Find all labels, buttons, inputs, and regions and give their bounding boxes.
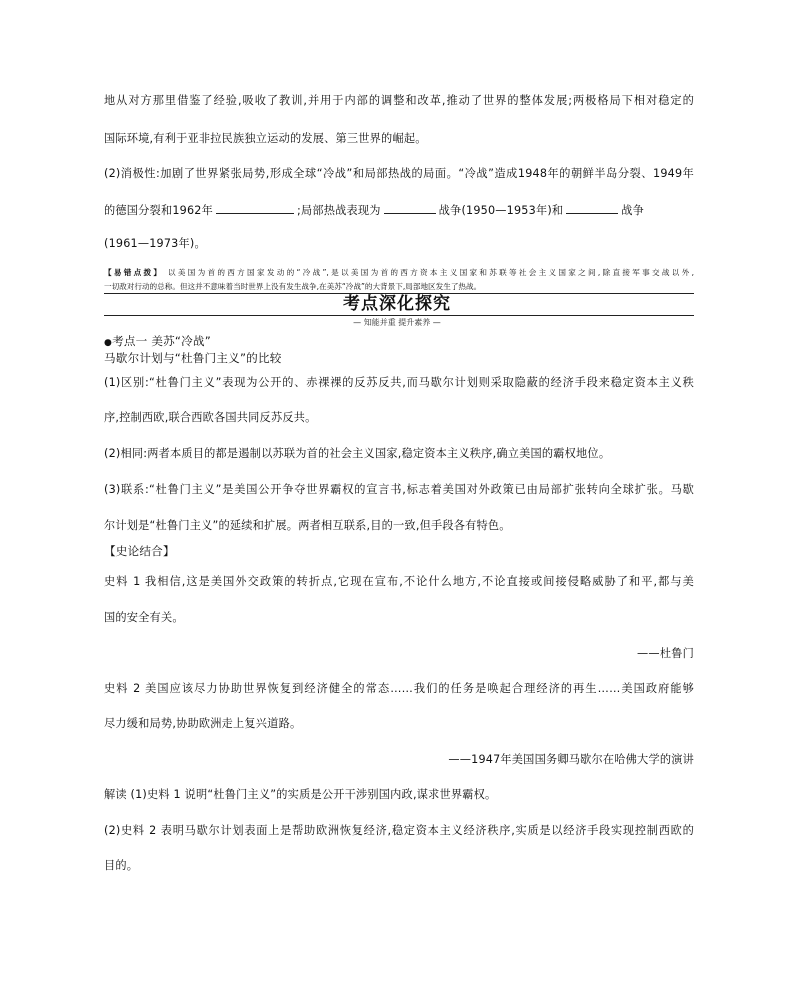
negative-text-b: ;局部热战表现为 <box>296 204 381 217</box>
negative-text-d: 战争 <box>621 204 645 217</box>
bullet-icon: ● <box>104 338 113 348</box>
section-divider-bottom <box>104 315 694 316</box>
material-1-line-1: 史料 1 我相信,这是美国外交政策的转折点,它现在宣布,不论什么地方,不论直接或间接侵略威胁了和平,都与美 <box>104 575 694 588</box>
interpretation-line-2: (2)史料 2 表明马歇尔计划表面上是帮助欧洲恢复经济,稳定资本主义经济秩序,实质是以经济手段实现控制西欧的 <box>104 824 694 837</box>
topic-heading-text: 考点一 美苏“冷战” <box>112 334 211 348</box>
section-title: 考点深化探究 <box>343 294 451 314</box>
history-heading: 【史论结合】 <box>104 544 175 558</box>
para-top-line-2: 国际环境,有利于亚非拉民族独立运动的发展、第三世界的崛起。 <box>104 132 427 145</box>
material-2-line-1: 史料 2 美国应该尽力协助世界恢复到经济健全的常态……我们的任务是唤起合理经济的再生……美国政府能够 <box>104 682 694 695</box>
tip-label: 【易错点拨】 <box>104 268 164 277</box>
answer-blank-2[interactable] <box>384 201 436 214</box>
tip-text-1: 以美国为首的西方国家发动的“冷战”,是以美国为首的西方资本主义国家和苏联等社会主义国家之间,除直接军事交战以外, <box>168 268 694 277</box>
topic-subheading: 马歇尔计划与“杜鲁门主义”的比较 <box>104 351 282 365</box>
para-top-line-1: 地从对方那里借鉴了经验,吸收了教训,并用于内部的调整和改革,推动了世界的整体发展;两极格局下相对稳定的 <box>104 94 694 107</box>
material-2-line-2: 尽力缓和局势,协助欧洲走上复兴道路。 <box>104 717 302 730</box>
negative-text-a: 的德国分裂和1962年 <box>104 204 213 217</box>
negative-line-3: (1961—1973年)。 <box>104 237 206 250</box>
negative-line-1: (2)消极性:加剧了世界紧张局势,形成全球“冷战”和局部热战的局面。“冷战”造成1948年的朝鲜半岛分裂、1949年 <box>104 167 694 180</box>
difference-line-1: (1)区别:“杜鲁门主义”表现为公开的、赤裸裸的反苏反共,而马歇尔计划则采取隐蔽的经济手段来稳定资本主义秩 <box>104 376 694 389</box>
topic-heading <box>104 333 694 351</box>
material-1-line-2: 国的安全有关。 <box>104 611 184 624</box>
negative-line-2 <box>104 201 694 219</box>
connection-line-2: 尔计划是“杜鲁门主义”的延续和扩展。两者相互联系,目的一致,但手段各有特色。 <box>104 519 511 532</box>
interpretation-line-1: 解读 (1)史料 1 说明“杜鲁门主义”的实质是公开干涉别国内政,谋求世界霸权。 <box>104 788 497 801</box>
material-1-source: ——杜鲁门 <box>637 647 694 660</box>
section-subtitle: — 知能并重 提升素养 — <box>353 318 441 327</box>
interpretation-line-3: 目的。 <box>104 859 139 872</box>
negative-text-c: 战争(1950—1953年)和 <box>438 204 564 217</box>
tip-line-1 <box>104 267 694 278</box>
answer-blank-3[interactable] <box>566 201 618 214</box>
similarity-line: (2)相同:两者本质目的都是遏制以苏联为首的社会主义国家,稳定资本主义秩序,确立美国的霸权地位。 <box>104 447 611 460</box>
connection-line-1: (3)联系:“杜鲁门主义”是美国公开争夺世界霸权的宣言书,标志着美国对外政策已由局部扩张转向全球扩张。马歇 <box>104 483 694 496</box>
answer-blank-1[interactable] <box>216 201 294 214</box>
material-2-source: ——1947年美国国务卿马歇尔在哈佛大学的演讲 <box>448 753 694 766</box>
tip-line-2: 一切敌对行动的总称。但这并不意味着当时世界上没有发生战争,在美苏“冷战”的大背景下,局部地区发生了热战。 <box>104 282 482 291</box>
difference-line-2: 序,控制西欧,联合西欧各国共同反苏反共。 <box>104 411 317 424</box>
